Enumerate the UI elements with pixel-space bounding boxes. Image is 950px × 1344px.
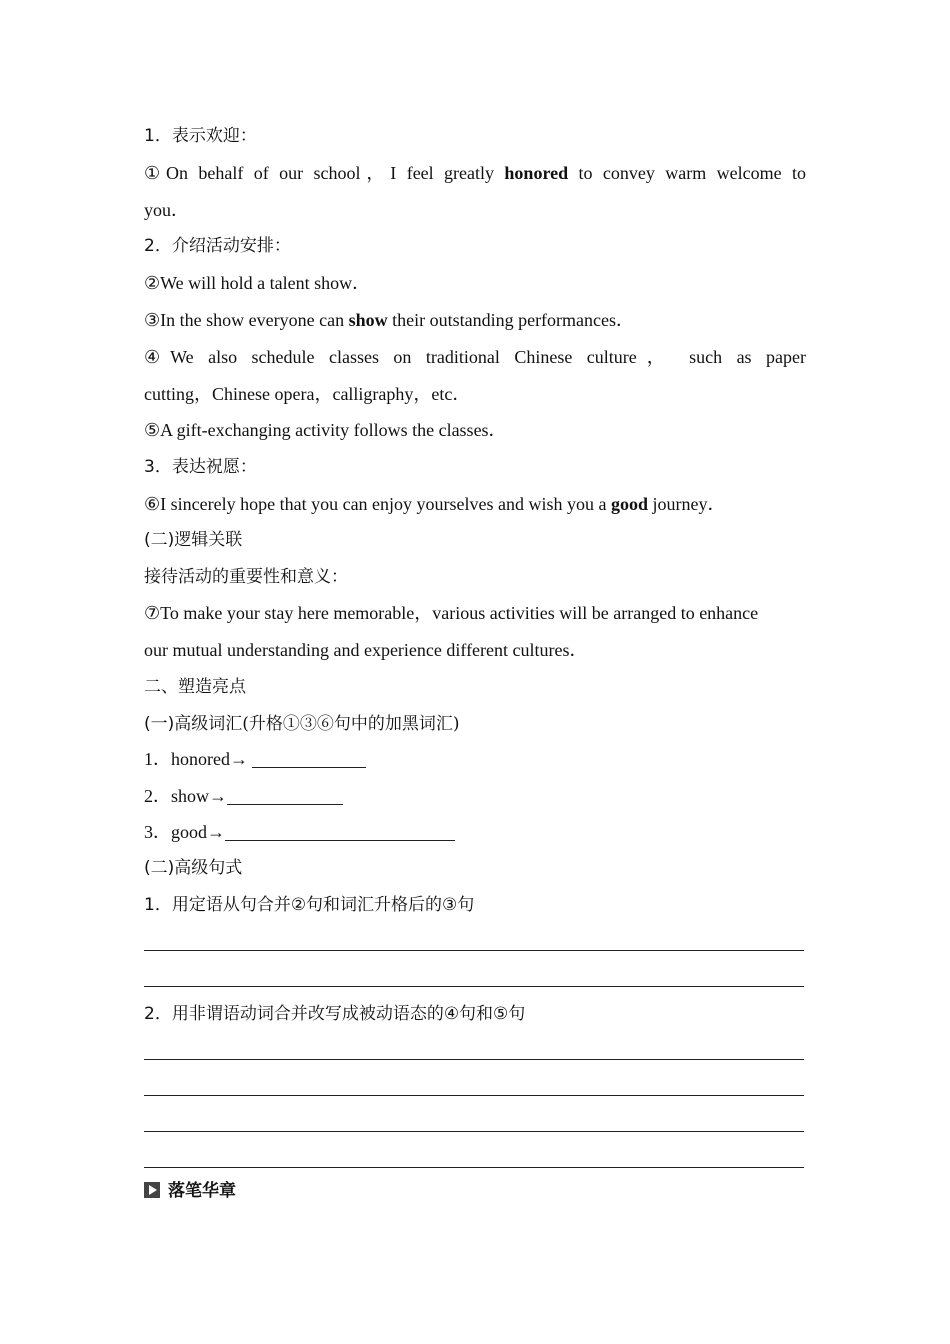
sentence-4-continued: cutting，Chinese opera，calligraphy，etc． <box>144 384 471 404</box>
sentence-1-continued: you． <box>144 200 189 220</box>
vocab-title-note: (升格①③⑥句中的加黑词汇) <box>242 714 460 734</box>
sentence-4: ④We also schedule classes on traditional Chinese culture， such as paper <box>144 347 806 367</box>
question-2: 2．用非谓语动词合并改写成被动语态的④句和⑤句 <box>144 1004 526 1024</box>
sentence-6-text-a: ⑥I sincerely hope that you can enjoy yourselves and wish you a <box>144 494 612 514</box>
sentence-7-continued: our mutual understanding and experience different cultures． <box>144 640 588 660</box>
footer-heading <box>144 1172 806 1209</box>
sentence-1-text-a: ①On behalf of our school，I feel greatly <box>144 163 505 183</box>
sentence-6-text-b: journey． <box>648 494 726 514</box>
heading-welcome: 1．表示欢迎： <box>144 126 257 146</box>
bold-word-honored: honored <box>504 163 569 183</box>
answer-line[interactable] <box>144 986 804 987</box>
answer-line[interactable] <box>144 1167 804 1168</box>
play-icon <box>144 1182 160 1198</box>
vocab-item-2-label: 2．show→ <box>144 786 228 806</box>
sentence-2: ②We will hold a talent show． <box>144 273 371 293</box>
sentence-pattern-title: (二)高级句式 <box>144 858 243 878</box>
sentence-7: ⑦To make your stay here memorable，various activities will be arranged to enhance <box>144 603 759 623</box>
vocab-item-2 <box>144 778 806 814</box>
sentence-1 <box>144 155 806 191</box>
answer-line[interactable] <box>144 1059 804 1060</box>
footer-heading-text: 落笔华章 <box>168 1181 236 1201</box>
sentence-3-text-b: their outstanding performances． <box>387 310 635 330</box>
section-logic-title: (二)逻辑关联 <box>144 530 243 550</box>
sentence-6 <box>144 486 806 522</box>
sentence-5: ⑤A gift-exchanging activity follows the classes． <box>144 420 507 440</box>
bold-word-good: good <box>611 494 649 514</box>
section-logic-subtitle: 接待活动的重要性和意义： <box>144 567 348 587</box>
vocab-item-1 <box>144 741 806 777</box>
vocab-item-3-label: 3．good→ <box>144 822 225 842</box>
answer-blank[interactable] <box>225 822 455 841</box>
vocab-title-main: (一)高级词汇 <box>144 714 243 734</box>
sentence-3 <box>144 302 806 338</box>
bold-word-show: show <box>348 310 388 330</box>
answer-line[interactable] <box>144 1131 804 1132</box>
section-highlights-title: 二、塑造亮点 <box>144 677 246 697</box>
answer-blank[interactable] <box>227 786 343 805</box>
question-1: 1．用定语从句合并②句和词汇升格后的③句 <box>144 895 475 915</box>
heading-activities: 2．介绍活动安排： <box>144 236 291 256</box>
answer-blank[interactable] <box>252 749 366 768</box>
vocab-item-1-label: 1．honored→ <box>144 749 253 769</box>
vocab-item-3 <box>144 814 806 850</box>
sentence-3-text-a: ③In the show everyone can <box>144 310 349 330</box>
sentence-1-text-b: to convey warm welcome to <box>568 163 806 183</box>
vocab-title <box>144 705 806 742</box>
answer-line[interactable] <box>144 950 804 951</box>
heading-wishes: 3．表达祝愿： <box>144 457 257 477</box>
answer-line[interactable] <box>144 1095 804 1096</box>
